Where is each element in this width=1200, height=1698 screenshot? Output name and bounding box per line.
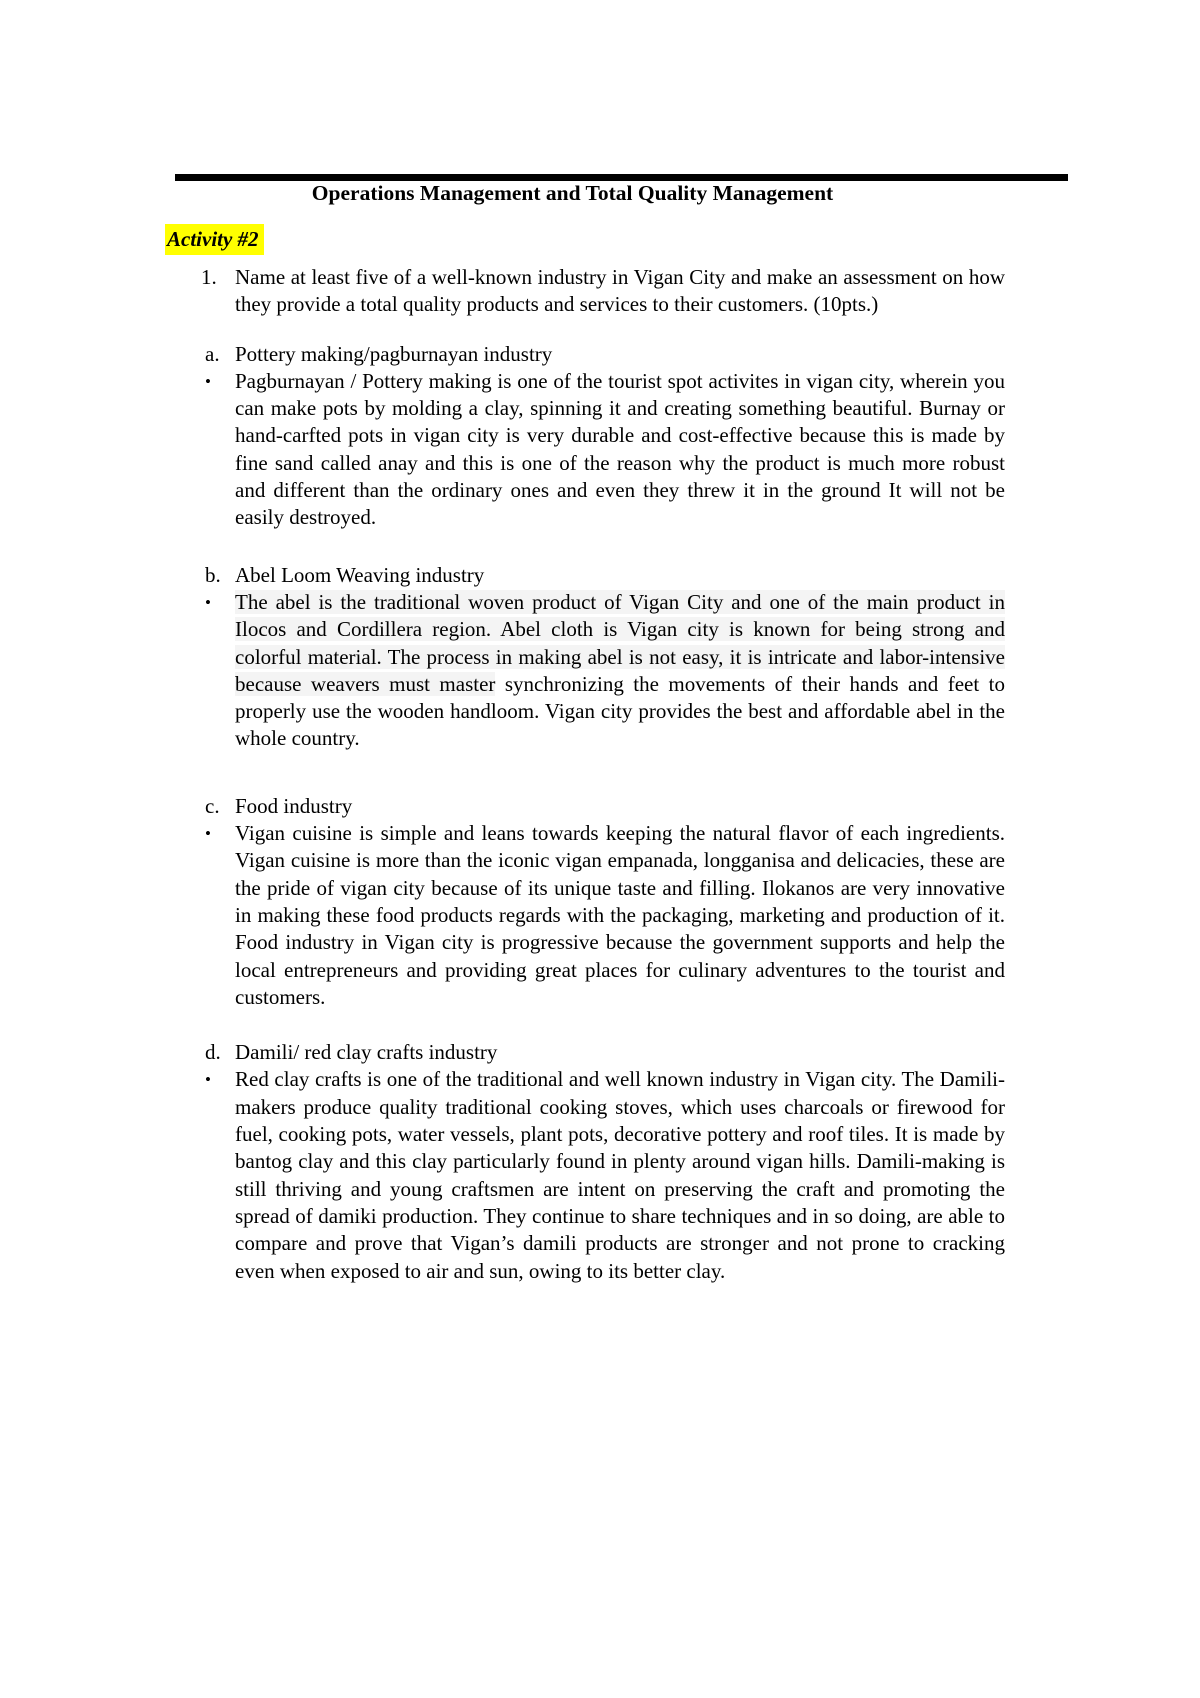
section-label: a. <box>205 341 220 366</box>
section-label: d. <box>205 1040 221 1065</box>
plain-text-run: synchronizing the movements of their hands and feet to properly use the wooden handloom. Vigan city provides the best and affordable abel in the whole country. <box>235 671 1005 751</box>
section-heading-row <box>165 341 1020 368</box>
section-heading-row <box>165 793 1020 820</box>
document-content <box>165 180 1020 1285</box>
question-item <box>165 264 1020 319</box>
section-heading-row <box>165 1039 1020 1066</box>
bullet-marker: • <box>205 371 211 391</box>
section-label: c. <box>205 793 220 818</box>
question-number: 1. <box>201 265 217 289</box>
section-label: b. <box>205 562 221 587</box>
section-heading: Pottery making/pagburnayan industry <box>235 341 553 366</box>
bullet-marker: • <box>205 592 211 612</box>
document-title: Operations Management and Total Quality Management <box>311 181 834 205</box>
activity-highlight-label: Activity #2 <box>165 224 264 255</box>
bullet-marker: • <box>205 824 211 844</box>
section-abel-weaving <box>165 562 1020 753</box>
bullet-marker: • <box>205 1070 211 1090</box>
section-damili <box>165 1039 1020 1285</box>
section-heading: Food industry <box>235 793 353 818</box>
bullet-row <box>165 1066 1020 1284</box>
bullet-row <box>165 368 1020 532</box>
section-heading: Damili/ red clay crafts industry <box>235 1040 498 1065</box>
section-food <box>165 793 1020 1011</box>
bullet-row <box>165 589 1020 753</box>
bullet-text: Red clay crafts is one of the traditional and well known industry in Vigan city. The Damili-makers produce quality traditional cooking stoves, which uses charcoals or firewood for fuel, cooking pots, water vessels, plant pots, decorative pottery and roof tiles. It is made by bantog clay and this clay particularly found in plenty around vigan hills. Damili-making is still thriving and young craftsmen are intent on preserving the craft and promoting the spread of damiki production. They continue to share techniques and in so doing, are able to compare and prove that Vigan’s damili products are stronger and not prone to cracking even when exposed to air and sun, owing to its better clay. <box>235 1067 1005 1283</box>
question-text: Name at least five of a well-known industry in Vigan City and make an assessment on how they provide a total quality products and services to their customers. (10pts.) <box>235 265 1005 317</box>
activity-line <box>165 207 1020 255</box>
bullet-text <box>235 589 1005 753</box>
section-heading-row <box>165 562 1020 589</box>
shaded-text-run: The abel is the traditional woven product of Vigan City and one of the main product in Ilocos and Cordillera region. Abel cloth is Vigan city is known for being strong and colorful material. The process in making abel is not easy, it is intricate and labor-intensive because weavers must master <box>235 589 1005 696</box>
section-pottery <box>165 341 1020 532</box>
bullet-text: Pagburnayan / Pottery making is one of the tourist spot activites in vigan city, wherein you can make pots by molding a clay, spinning it and creating something beautiful. Burnay or hand-carfted pots in vigan city is very durable and cost-effective because this is made by fine sand called anay and this is one of the reason why the product is much more robust and different than the ordinary ones and even they threw it in the ground It will not be easily destroyed. <box>235 368 1005 530</box>
section-heading: Abel Loom Weaving industry <box>235 562 485 587</box>
bullet-row <box>165 820 1020 1011</box>
bullet-text: Vigan cuisine is simple and leans towards keeping the natural flavor of each ingredients. Vigan cuisine is more than the iconic vigan empanada, longganisa and delicacies, these are the pride of vigan city because of its unique taste and filling. Ilokanos are very innovative in making these food products regards with the packaging, marketing and production of it. Food industry in Vigan city is progressive because the government supports and help the local entrepreneurs and providing great places for culinary adventures to the tourist and customers. <box>235 821 1005 1009</box>
